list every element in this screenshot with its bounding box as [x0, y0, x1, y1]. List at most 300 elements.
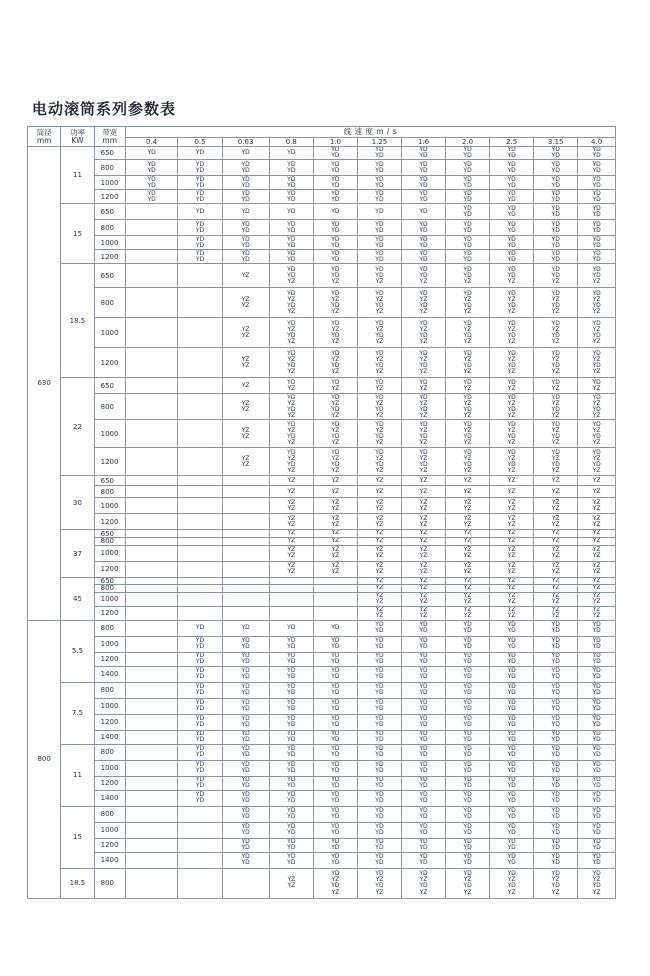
width-cell: 1400	[94, 666, 125, 682]
model-code: YZ	[375, 561, 384, 569]
model-code: YD	[463, 838, 472, 846]
model-code: YD	[419, 289, 428, 297]
model-cell	[446, 348, 490, 378]
model-code: YZ	[287, 552, 296, 560]
model-code: YZ	[463, 487, 472, 495]
model-code: YZ	[507, 412, 516, 420]
model-cell	[578, 348, 616, 378]
model-code: YD	[375, 807, 384, 815]
model-cell	[401, 868, 445, 898]
model-code: YD	[287, 175, 296, 183]
model-code: YZ	[592, 545, 601, 553]
model-code: YD	[147, 166, 156, 174]
model-code: YZ	[287, 338, 296, 346]
model-code: YD	[241, 166, 250, 174]
model-code: YD	[551, 146, 560, 153]
model-cell	[401, 348, 445, 378]
model-cell	[178, 868, 222, 898]
model-cell	[313, 652, 357, 666]
table-row	[28, 514, 616, 530]
model-cell	[401, 714, 445, 730]
model-code: YD	[507, 699, 516, 707]
model-cell	[401, 204, 445, 220]
model-cell	[490, 250, 534, 264]
model-cell	[446, 250, 490, 264]
model-code: YD	[241, 813, 250, 821]
model-code: YD	[331, 751, 340, 759]
model-code: YD	[419, 683, 428, 691]
model-code: YD	[241, 249, 250, 257]
model-code: YD	[331, 683, 340, 691]
model-cell	[490, 744, 534, 760]
model-code: YZ	[507, 338, 516, 346]
model-cell	[490, 190, 534, 204]
model-cell	[125, 760, 178, 776]
model-code: YZ	[375, 568, 384, 576]
model-code: YD	[592, 627, 601, 635]
model-cell	[490, 822, 534, 838]
model-code: YD	[195, 195, 205, 203]
model-code: YD	[419, 319, 428, 327]
model-code: YD	[375, 699, 384, 707]
model-code: YZ	[375, 612, 384, 620]
model-cell	[357, 666, 401, 682]
width-cell: 800	[94, 537, 125, 545]
model-code: YZ	[507, 439, 516, 447]
model-code: YD	[241, 658, 250, 666]
model-code: YD	[507, 349, 516, 357]
model-code: YD	[419, 460, 428, 468]
model-code: YZ	[241, 454, 250, 462]
model-cell	[446, 592, 490, 606]
model-code: YD	[551, 349, 560, 357]
model-code: YD	[287, 448, 296, 456]
diameter-cell: 800	[28, 620, 61, 898]
model-code: YD	[551, 181, 560, 189]
power-cell: 18.5	[61, 264, 94, 378]
model-code: YZ	[375, 454, 384, 462]
model-cell	[222, 666, 269, 682]
model-code: YD	[551, 782, 560, 790]
width-cell: 1000	[94, 318, 125, 348]
model-code: YD	[195, 624, 205, 632]
model-cell	[222, 592, 269, 606]
model-code: YZ	[419, 584, 428, 592]
model-code: YD	[195, 220, 205, 228]
model-cell	[269, 822, 313, 838]
model-cell	[534, 147, 578, 160]
model-code: YD	[241, 715, 250, 723]
model-code: YD	[241, 189, 250, 197]
model-cell	[269, 264, 313, 288]
model-code: YZ	[507, 514, 516, 522]
model-cell	[178, 714, 222, 730]
model-cell	[222, 714, 269, 730]
model-cell	[269, 250, 313, 264]
model-code: YD	[241, 683, 250, 691]
model-code: YD	[419, 166, 428, 174]
model-cell	[178, 394, 222, 420]
model-code: YZ	[507, 568, 516, 576]
model-cell	[125, 714, 178, 730]
model-code: YD	[375, 721, 384, 729]
model-cell	[269, 220, 313, 236]
model-code: YD	[592, 715, 601, 723]
model-code: YZ	[287, 545, 296, 553]
model-code: YZ	[419, 278, 428, 285]
model-code: YZ	[592, 454, 601, 462]
model-cell	[578, 666, 616, 682]
model-code: YZ	[375, 592, 384, 600]
model-cell	[269, 806, 313, 822]
model-cell	[269, 545, 313, 561]
model-code: YD	[551, 637, 560, 645]
model-cell	[269, 190, 313, 204]
model-cell	[269, 176, 313, 190]
model-code: YD	[287, 776, 296, 784]
model-code: YD	[241, 241, 250, 249]
model-code: YD	[195, 652, 205, 660]
model-cell	[490, 394, 534, 420]
model-cell	[222, 730, 269, 744]
model-cell	[269, 486, 313, 498]
model-code: YD	[195, 235, 205, 243]
model-cell	[178, 822, 222, 838]
model-cell	[357, 806, 401, 822]
model-cell	[222, 806, 269, 822]
model-cell	[578, 584, 616, 592]
model-code: YD	[287, 226, 296, 234]
model-cell	[446, 190, 490, 204]
model-cell	[490, 584, 534, 592]
model-cell	[490, 147, 534, 160]
model-code: YD	[592, 195, 601, 203]
model-code: YD	[592, 853, 601, 861]
model-code: YD	[375, 745, 384, 753]
model-cell	[222, 652, 269, 666]
model-code: YZ	[287, 498, 296, 506]
model-code: YD	[287, 853, 296, 861]
model-cell	[125, 318, 178, 348]
model-code: YD	[331, 637, 340, 645]
model-code: YD	[375, 797, 384, 805]
model-cell	[222, 561, 269, 577]
model-code: YD	[241, 175, 250, 183]
model-cell	[222, 776, 269, 790]
model-code: YD	[287, 751, 296, 759]
model-code: YD	[331, 869, 340, 877]
model-code: YZ	[287, 368, 296, 376]
model-code: YD	[375, 249, 384, 257]
model-code: YD	[375, 152, 384, 160]
model-code: YD	[375, 652, 384, 660]
model-cell	[222, 606, 269, 620]
model-code: YD	[375, 319, 384, 327]
model-code: YZ	[592, 577, 601, 584]
model-code: YD	[331, 791, 340, 799]
model-code: YD	[287, 432, 296, 440]
model-code: YD	[463, 658, 472, 666]
model-code: YD	[287, 667, 296, 675]
model-code: YD	[287, 807, 296, 815]
model-code: YD	[463, 210, 472, 218]
model-cell	[125, 592, 178, 606]
model-code: YD	[241, 838, 250, 846]
model-code: YZ	[375, 308, 384, 316]
table-row	[28, 498, 616, 514]
model-code: YD	[507, 745, 516, 753]
model-cell	[357, 514, 401, 530]
model-cell	[446, 160, 490, 176]
speed-value: 1.25	[357, 138, 401, 147]
model-code: YD	[592, 767, 601, 775]
model-cell	[125, 606, 178, 620]
width-cell: 1200	[94, 190, 125, 204]
model-cell	[125, 476, 178, 486]
model-code: YD	[419, 146, 428, 153]
model-code: YD	[241, 791, 250, 799]
model-code: YZ	[592, 338, 601, 346]
model-code: YZ	[375, 504, 384, 512]
model-cell	[313, 318, 357, 348]
model-cell	[178, 498, 222, 514]
model-code: YD	[287, 166, 296, 174]
speed-value: 3.15	[534, 138, 578, 147]
model-code: YZ	[375, 584, 384, 592]
model-code: YZ	[507, 467, 516, 475]
model-code: YD	[507, 460, 516, 468]
model-code: YD	[463, 721, 472, 729]
model-code: YD	[592, 152, 601, 160]
model-code: YD	[241, 797, 250, 805]
model-code: YD	[331, 361, 340, 369]
width-cell: 800	[94, 486, 125, 498]
model-code: YZ	[331, 467, 340, 475]
model-code: YD	[419, 181, 428, 189]
model-cell	[578, 776, 616, 790]
model-code: YD	[592, 621, 601, 629]
model-code: YD	[375, 226, 384, 234]
model-code: YD	[241, 235, 250, 243]
model-code: YD	[551, 761, 560, 769]
model-code: YD	[463, 627, 472, 635]
model-code: YD	[241, 807, 250, 815]
diameter-cell: 630	[28, 147, 61, 621]
model-cell	[401, 530, 445, 537]
model-code: YD	[551, 853, 560, 861]
model-cell	[490, 530, 534, 537]
model-code: YZ	[419, 888, 428, 896]
model-code: YD	[551, 776, 560, 784]
model-code: YD	[287, 767, 296, 775]
model-code: YZ	[463, 606, 472, 614]
model-cell	[269, 666, 313, 682]
model-cell	[401, 776, 445, 790]
model-code: YZ	[551, 487, 560, 495]
model-code: YD	[241, 730, 250, 738]
model-code: YD	[375, 859, 384, 867]
model-cell	[178, 318, 222, 348]
model-code: YD	[195, 761, 205, 769]
model-code: YD	[331, 249, 340, 257]
model-code: YD	[419, 152, 428, 160]
model-code: YZ	[592, 612, 601, 620]
model-code: YZ	[551, 308, 560, 316]
model-code: YD	[551, 715, 560, 723]
model-code: YD	[592, 204, 601, 212]
model-code: YD	[331, 699, 340, 707]
model-code: YD	[463, 255, 472, 263]
model-code: YZ	[592, 278, 601, 285]
model-cell	[446, 176, 490, 190]
model-code: YD	[375, 782, 384, 790]
model-code: YD	[463, 652, 472, 660]
model-code: YZ	[507, 552, 516, 560]
model-cell	[222, 204, 269, 220]
model-code: YD	[331, 838, 340, 846]
model-cell	[269, 204, 313, 220]
model-cell	[401, 790, 445, 806]
model-cell	[222, 790, 269, 806]
model-code: YZ	[331, 537, 340, 544]
model-code: YZ	[419, 412, 428, 420]
model-cell	[578, 537, 616, 545]
model-code: YZ	[331, 552, 340, 560]
table-row	[28, 236, 616, 250]
model-code: YZ	[419, 487, 428, 495]
model-cell	[357, 176, 401, 190]
model-code: YZ	[551, 545, 560, 553]
model-code: YD	[287, 207, 296, 215]
model-cell	[222, 448, 269, 476]
model-code: YD	[419, 705, 428, 713]
model-cell	[313, 530, 357, 537]
model-cell	[313, 220, 357, 236]
model-code: YD	[507, 844, 516, 852]
model-cell	[490, 160, 534, 176]
model-code: YD	[463, 699, 472, 707]
model-code: YZ	[463, 338, 472, 346]
model-code: YD	[375, 166, 384, 174]
model-cell	[313, 636, 357, 652]
model-cell	[269, 606, 313, 620]
model-code: YD	[419, 255, 428, 263]
table-row	[28, 448, 616, 476]
model-code: YD	[419, 776, 428, 784]
model-cell	[578, 714, 616, 730]
model-cell	[490, 606, 534, 620]
model-code: YD	[463, 241, 472, 249]
model-cell	[578, 318, 616, 348]
model-cell	[125, 666, 178, 682]
model-cell	[222, 822, 269, 838]
model-code: YD	[375, 393, 384, 401]
model-cell	[269, 348, 313, 378]
model-code: YD	[375, 673, 384, 681]
model-cell	[534, 250, 578, 264]
model-code: YD	[419, 189, 428, 197]
model-code: YD	[331, 166, 340, 174]
model-code: YD	[375, 751, 384, 759]
model-cell	[401, 636, 445, 652]
table-row	[28, 220, 616, 236]
model-code: YZ	[551, 529, 560, 537]
model-cell	[125, 822, 178, 838]
model-code: YZ	[419, 561, 428, 569]
model-code: YD	[419, 207, 428, 215]
model-cell	[534, 378, 578, 394]
model-code: YD	[331, 207, 340, 215]
model-code: YD	[551, 736, 560, 744]
model-code: YD	[551, 730, 560, 738]
model-code: YD	[463, 146, 472, 153]
model-code: YD	[195, 175, 205, 183]
model-code: YD	[287, 745, 296, 753]
model-code: YD	[287, 823, 296, 831]
model-code: YZ	[241, 381, 250, 389]
table-row	[28, 530, 616, 537]
speed-value: 0.4	[125, 138, 178, 147]
model-code: YZ	[375, 426, 384, 434]
model-code: YZ	[507, 487, 516, 495]
model-cell	[490, 652, 534, 666]
model-cell	[578, 822, 616, 838]
model-cell	[357, 250, 401, 264]
width-cell: 1200	[94, 838, 125, 852]
model-code: YZ	[375, 888, 384, 896]
model-code: YD	[592, 235, 601, 243]
model-cell	[534, 698, 578, 714]
speed-value: 1.6	[401, 138, 445, 147]
model-cell	[269, 790, 313, 806]
model-code: YD	[331, 378, 340, 386]
model-code: YD	[463, 791, 472, 799]
model-code: YZ	[463, 504, 472, 512]
model-cell	[313, 561, 357, 577]
model-code: YD	[375, 667, 384, 675]
model-cell	[313, 760, 357, 776]
model-cell	[357, 394, 401, 420]
model-cell	[125, 636, 178, 652]
model-cell	[222, 838, 269, 852]
model-code: YD	[507, 393, 516, 401]
model-code: YZ	[551, 426, 560, 434]
width-cell: 650	[94, 476, 125, 486]
model-code: YZ	[287, 487, 296, 495]
model-cell	[125, 250, 178, 264]
model-code: YD	[287, 420, 296, 428]
model-code: YD	[463, 807, 472, 815]
power-cell: 7.5	[61, 682, 94, 744]
table-row	[28, 537, 616, 545]
model-code: YD	[375, 823, 384, 831]
model-code: YZ	[287, 399, 296, 407]
model-code: YZ	[331, 295, 340, 303]
model-cell	[125, 868, 178, 898]
model-cell	[178, 476, 222, 486]
model-code: YZ	[331, 514, 340, 522]
table-row	[28, 561, 616, 577]
model-code: YZ	[331, 561, 340, 569]
model-cell	[401, 561, 445, 577]
model-code: YD	[463, 249, 472, 257]
model-code: YD	[551, 791, 560, 799]
model-code: YD	[287, 271, 296, 279]
width-cell: 800	[94, 620, 125, 636]
model-code: YZ	[287, 439, 296, 447]
model-code: YZ	[551, 454, 560, 462]
model-code: YD	[331, 432, 340, 440]
